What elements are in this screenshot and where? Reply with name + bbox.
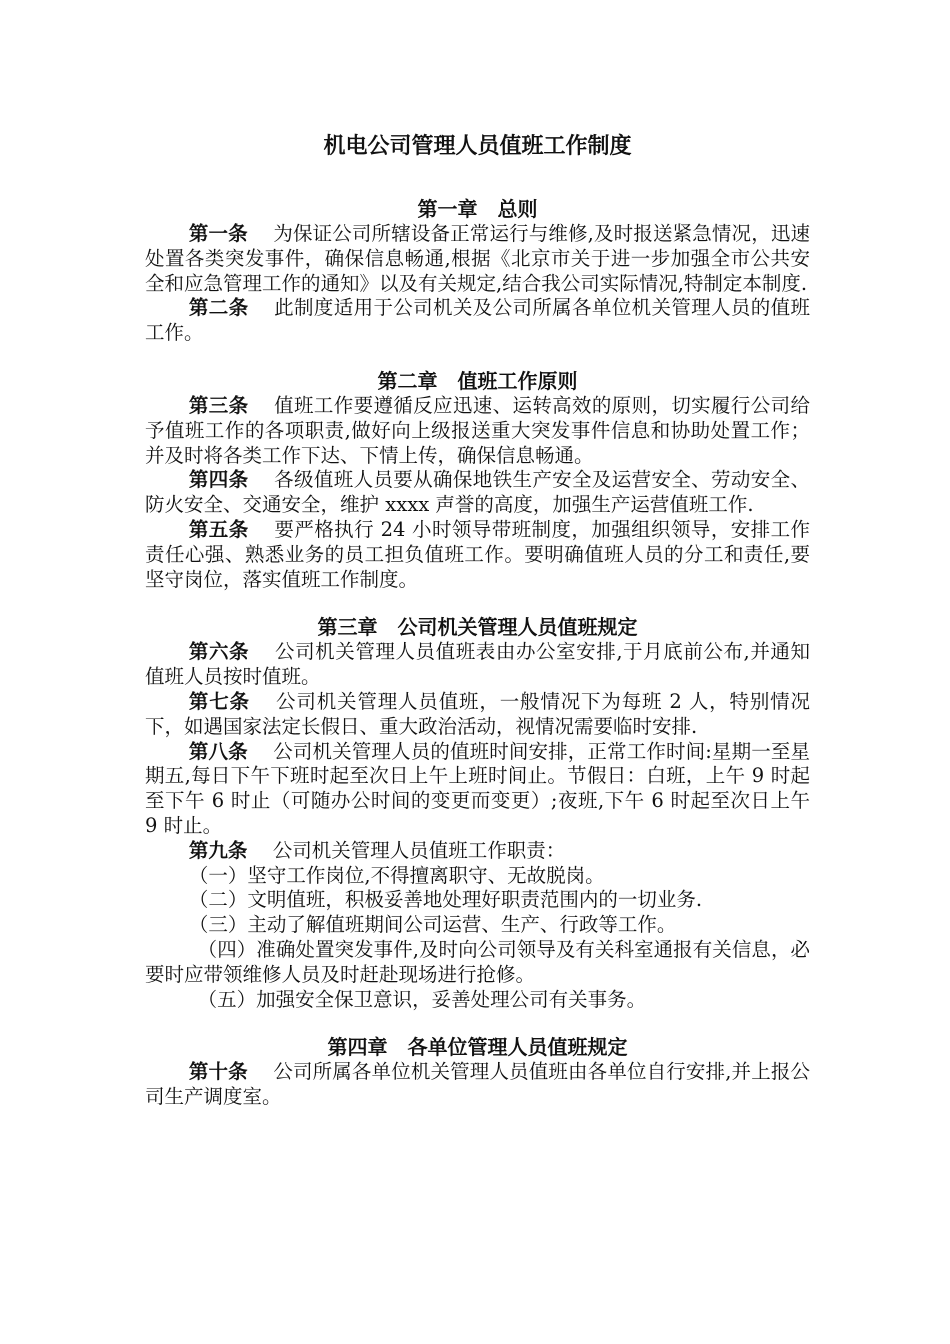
duty-item: （三）主动了解值班期间公司运营、生产、行政等工作。 — [188, 913, 677, 937]
document-page — [145, 132, 810, 1110]
duty-item: （一）坚守工作岗位,不得擅离职守、无故脱岗。 — [188, 863, 605, 887]
article-text: 公司机关管理人员值班，一般情况下为每班 2 人，特别情况下，如遇国家法定长假日、重大政治活动，视情况需要临时安排. — [145, 689, 810, 738]
article — [145, 740, 810, 839]
article-label: 第一条 — [188, 222, 248, 245]
article-text: 公司机关管理人员值班表由办公室安排,于月底前公布,并通知值班人员按时值班。 — [145, 640, 810, 689]
article-label: 第四条 — [188, 468, 249, 492]
duty-item: （二）文明值班，积极妥善地处理好职责范围内的一切业务. — [188, 888, 703, 912]
article-text: 值班工作要遵循反应迅速、运转高效的原则，切实履行公司给予值班工作的各项职责,做好向上级报送重大突发事件信息和协助处置工作；并及时将各类工作下达、下情上传，确保信息畅通。 — [145, 393, 810, 467]
article-label: 第八条 — [188, 739, 248, 763]
article-label: 第十条 — [188, 1060, 248, 1084]
duty-item: （四）准确处置突发事件,及时向公司领导及有关科室通报有关信息，必要时应带领维修人员及时赶赴现场进行抢修。 — [145, 937, 810, 986]
article-label: 第三条 — [188, 393, 249, 417]
article — [145, 839, 810, 864]
article — [145, 690, 810, 740]
article — [145, 296, 810, 346]
article-text: 公司机关管理人员的值班时间安排，正常工作时间:星期一至星期五,每日下午下班时起至次日上午上班时间止。节假日：白班，上午 9 时起至下午 6 时止（可随办公时间的变更而变更）;夜班,下午 6 时起至次日上午 9 时止。 — [145, 739, 810, 837]
document-title: 机电公司管理人员值班工作制度 — [323, 134, 632, 159]
article — [145, 640, 810, 690]
article — [145, 518, 810, 592]
article-text: 公司机关管理人员值班工作职责： — [272, 838, 566, 862]
article-text: 为保证公司所辖设备正常运行与维修,及时报送紧急情况，迅速处置各类突发事件，确保信息畅通,根据《北京市关于进一步加强全市公共安全和应急管理工作的通知》以及有关规定,结合我公司实际情况,特制定本制度. — [145, 222, 810, 295]
article-text: 要严格执行 24 小时领导带班制度，加强组织领导，安排工作责任心强、熟悉业务的员工担负值班工作。要明确值班人员的分工和责任,要坚守岗位，落实值班工作制度。 — [145, 517, 810, 591]
article-label: 第七条 — [188, 689, 250, 713]
article-text: 各级值班人员要从确保地铁生产安全及运营安全、劳动安全、防火安全、交通安全，维护 xxxx 声誉的高度，加强生产运营值班工作. — [145, 468, 810, 517]
article-text: 公司所属各单位机关管理人员值班由各单位自行安排,并上报公司生产调度室。 — [145, 1060, 810, 1109]
duty-item: （五）加强安全保卫意识，妥善处理公司有关事务。 — [197, 987, 647, 1011]
article — [145, 222, 810, 296]
article — [145, 468, 810, 518]
chapter-heading: 第四章 各单位管理人员值班规定 — [327, 1035, 628, 1060]
article-label: 第五条 — [188, 517, 249, 541]
chapter-heading: 第一章 总则 — [417, 197, 538, 221]
article-text: 此制度适用于公司机关及公司所属各单位机关管理人员的值班工作。 — [145, 296, 810, 345]
chapter-heading: 第三章 公司机关管理人员值班规定 — [317, 615, 638, 640]
article-label: 第九条 — [188, 838, 248, 862]
article — [145, 1060, 810, 1110]
article-label: 第二条 — [188, 296, 249, 320]
chapter-heading: 第二章 值班工作原则 — [377, 368, 578, 393]
article — [145, 394, 810, 468]
article-label: 第六条 — [188, 640, 250, 664]
